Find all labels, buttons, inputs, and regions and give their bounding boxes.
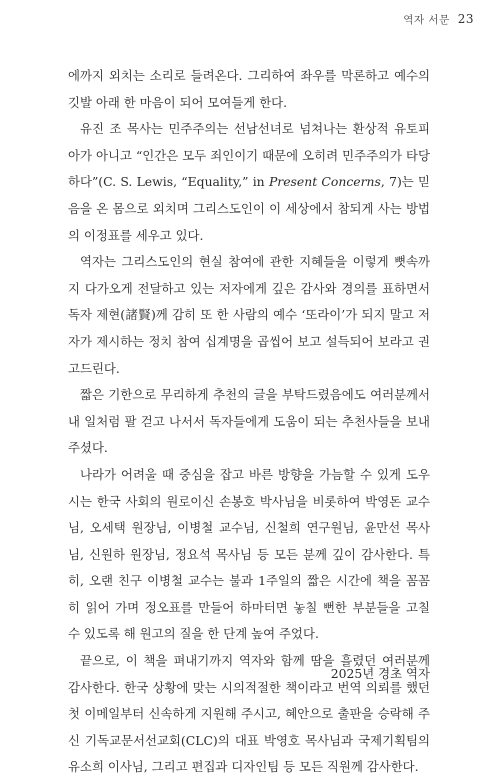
paragraph-eugene-cho — [68, 116, 430, 249]
paragraph-endorsements: 짧은 기한으로 무리하게 추천의 글을 부탁드렸음에도 여러분께서 내 일처럼 팔 걷고 나서서 독자들에게 도움이 되는 추천사들을 보내주셨다. — [68, 387, 430, 456]
citation-italic-title: Present Concerns — [268, 174, 381, 190]
page-number: 23 — [457, 12, 474, 26]
signature: 2025년 경초 역자 — [330, 666, 430, 681]
paragraph-eugene-cho-text: 유진 조 목사는 민주주의는 선남선녀로 넘쳐나는 환상적 유토피아가 아니고 “인간은 모두 죄인이기 때문에 오히려 민주주의가 타당하다”(C. S. Lewis, “Equality,” in — [68, 121, 430, 190]
paragraph-acknowledgements: 나라가 어려울 때 중심을 잡고 바른 방향을 가늠할 수 있게 도우시는 한국 사회의 원로이신 손봉호 박사님을 비롯하여 박영돈 교수님, 오세택 원장님, 이병철 교수님, 신철희 연구원님, 윤만선 목사님, 신원하 원장님, 정요석 목사님 등 모든 분께 깊이 감사한다. 특히, 오랜 친구 이병철 교수는 불과 1주일의 짧은 시간에 책을 꼼꼼히 읽어 가며 정오표를 만들어 하마터면 놓칠 뻔한 부분들을 고칠 수 있도록 해 원고의 질을 한 단계 높여 주었다. — [68, 466, 430, 642]
citation-tail: , 7)는 믿음을 온 몸으로 외치며 그리스도인이 이 세상에서 참되게 사는 방법의 이정표를 세우고 있다. — [68, 174, 430, 243]
paragraph-closing-thanks: 끝으로, 이 책을 펴내기까지 역자와 함께 땀을 흘렸던 여러분께 감사한다. 한국 상황에 맞는 시의적절한 책이라고 번역 의뢰를 했던 첫 이메일부터 신속하게 지원해 주시고, 혜안으로 출판을 승락해 주신 기독교문서선교회(CLC)의 대표 박영호 목사님과 국제기획팀의 유소희 이사님, 그리고 편집과 디자인팀 등 모든 직원께 감사한다. — [68, 653, 430, 775]
paragraph-translator-advice: 역자는 그리스도인의 현실 참여에 관한 지혜들을 이렇게 뼛속까지 다가오게 전달하고 있는 저자에게 깊은 감사와 경의를 표하면서 독자 제현(諸賢)께 감히 또 한 사람의 예수 ‘또라이’가 되지 말고 저자가 제시하는 정치 참여 십계명을 곱씹어 보고 설득되어 보라고 권고드린다. — [68, 254, 430, 376]
header-section-title: 역자 서문 — [403, 14, 450, 26]
paragraph-continuation: 에까지 외치는 소리로 들려온다. 그리하여 좌우를 막론하고 예수의 깃발 아래 한 마음이 되어 모여들게 한다. — [68, 68, 430, 110]
running-header — [403, 12, 474, 27]
